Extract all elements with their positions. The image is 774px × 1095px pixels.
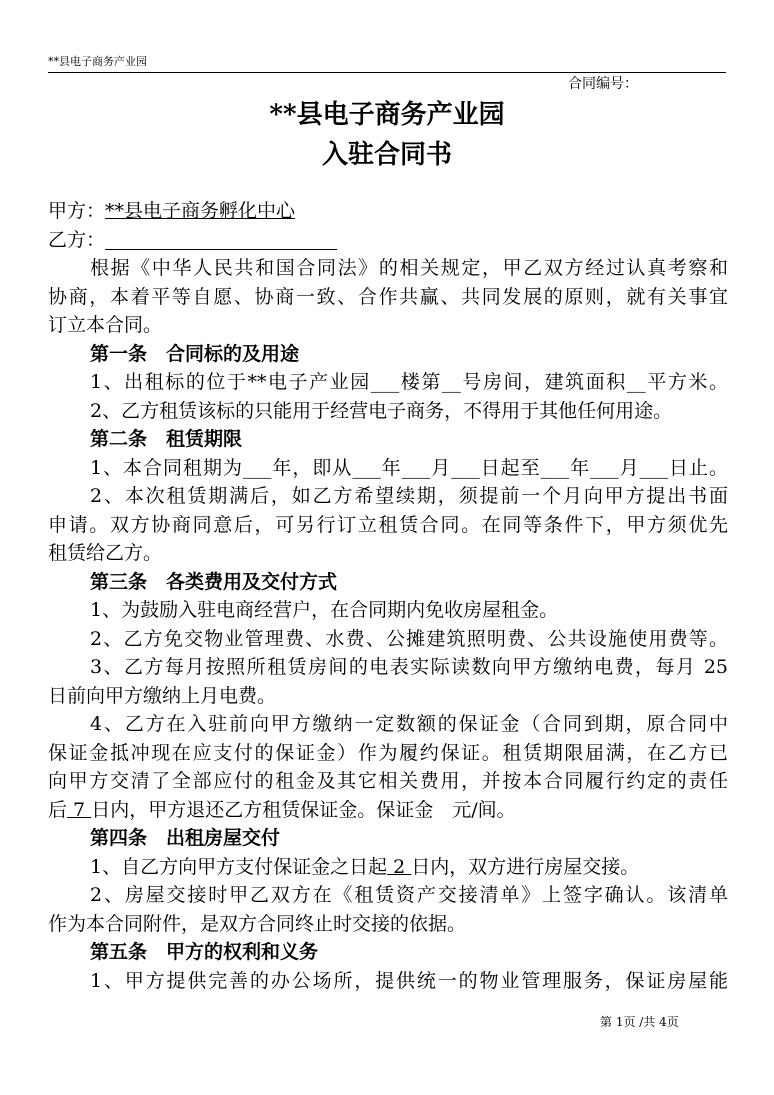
party-b-line xyxy=(48,226,728,255)
article-line: 1、甲方提供完善的办公场所，提供统一的物业管理服务，保证房屋能 xyxy=(90,969,728,992)
article-line: 4、乙方在入驻前向甲方缴纳一定数额的保证金（合同到期，原合同中 xyxy=(90,713,728,735)
party-a-name: **县电子商务孵化中心 xyxy=(105,200,296,222)
intro-line: 订立本合同。 xyxy=(48,314,163,336)
document-title: **县电子商务产业园 xyxy=(269,100,505,130)
party-b-label: 乙方： xyxy=(48,228,106,251)
article-line xyxy=(48,853,728,882)
article-line xyxy=(48,796,728,825)
article-line: 向甲方交清了全部应付的租金及其它相关费用，并按本合同履行约定的责任 xyxy=(48,770,728,792)
article-line: 2、乙方免交物业管理费、水费、公摊建筑照明费、公共设施使用费等。 xyxy=(90,627,728,650)
party-a-line xyxy=(48,197,728,226)
line-text: 后 xyxy=(48,798,68,821)
article-line: 申请。双方协商同意后，可另行订立租赁合同。在同等条件下，甲方须优先 xyxy=(48,513,728,536)
header-rule xyxy=(48,72,726,73)
article-line: 1、本合同租期为___年，即从___年___月___日起至___年___月___日止。 xyxy=(90,456,728,479)
article-line: 2、本次租赁期满后，如乙方希望续期，须提前一个月向甲方提出书面 xyxy=(90,485,728,507)
deposit-days-value: 7 xyxy=(67,798,92,821)
article-line: 1、为鼓励入驻电商经营户，在合同期内免收房屋租金。 xyxy=(90,599,559,621)
article-line: 作为本合同附件，是双方合同终止时交接的依据。 xyxy=(48,912,467,935)
article-line: 保证金抵冲现在应支付的保证金）作为履约保证。租赁期限届满，在乙方已 xyxy=(48,741,728,764)
party-b-blank xyxy=(105,229,337,250)
article-line: 日前向甲方缴纳上月电费。 xyxy=(48,684,277,707)
contract-body xyxy=(48,197,728,995)
article-heading: 第一条 合同标的及用途 xyxy=(90,342,300,365)
article-heading: 第三条 各类费用及交付方式 xyxy=(90,570,338,593)
handover-days-value: 2 xyxy=(387,855,412,878)
article-line: 3、乙方每月按照所租赁房间的电表实际读数向甲方缴纳电费，每月 25 xyxy=(90,656,728,678)
line-text: 1、自乙方向甲方支付保证金之日起 xyxy=(90,855,388,878)
contract-number-label: 合同编号： xyxy=(568,76,638,92)
line-text: 日内，甲方退还乙方租赁保证金。保证金 元/间。 xyxy=(91,798,516,821)
article-line: 租赁给乙方。 xyxy=(48,542,163,564)
article-heading: 第四条 出租房屋交付 xyxy=(90,827,281,849)
line-text: 日内，双方进行房屋交接。 xyxy=(411,855,640,878)
article-line: 2、乙方租赁该标的只能用于经营电子商务，不得用于其他任何用途。 xyxy=(90,399,673,422)
article-line: 2、房屋交接时甲乙双方在《租赁资产交接清单》上签字确认。该清单 xyxy=(90,884,728,906)
intro-line: 根据《中华人民共和国合同法》的相关规定，甲乙双方经过认真考察和 xyxy=(90,257,728,279)
article-line: 1、出租标的位于**电子产业园___楼第__号房间，建筑面积__平方米。 xyxy=(90,371,728,393)
party-a-label: 甲方： xyxy=(48,200,106,222)
article-heading: 第五条 甲方的权利和义务 xyxy=(90,941,319,963)
page-number: 第 1页 /共 4页 xyxy=(600,1015,679,1029)
document-subtitle: 入驻合同书 xyxy=(321,140,452,170)
article-heading: 第二条 租赁期限 xyxy=(90,428,243,450)
running-header: **县电子商务产业园 xyxy=(48,55,147,68)
intro-line: 协商，本着平等自愿、协商一致、合作共赢、共同发展的原则，就有关事宜 xyxy=(48,285,728,308)
